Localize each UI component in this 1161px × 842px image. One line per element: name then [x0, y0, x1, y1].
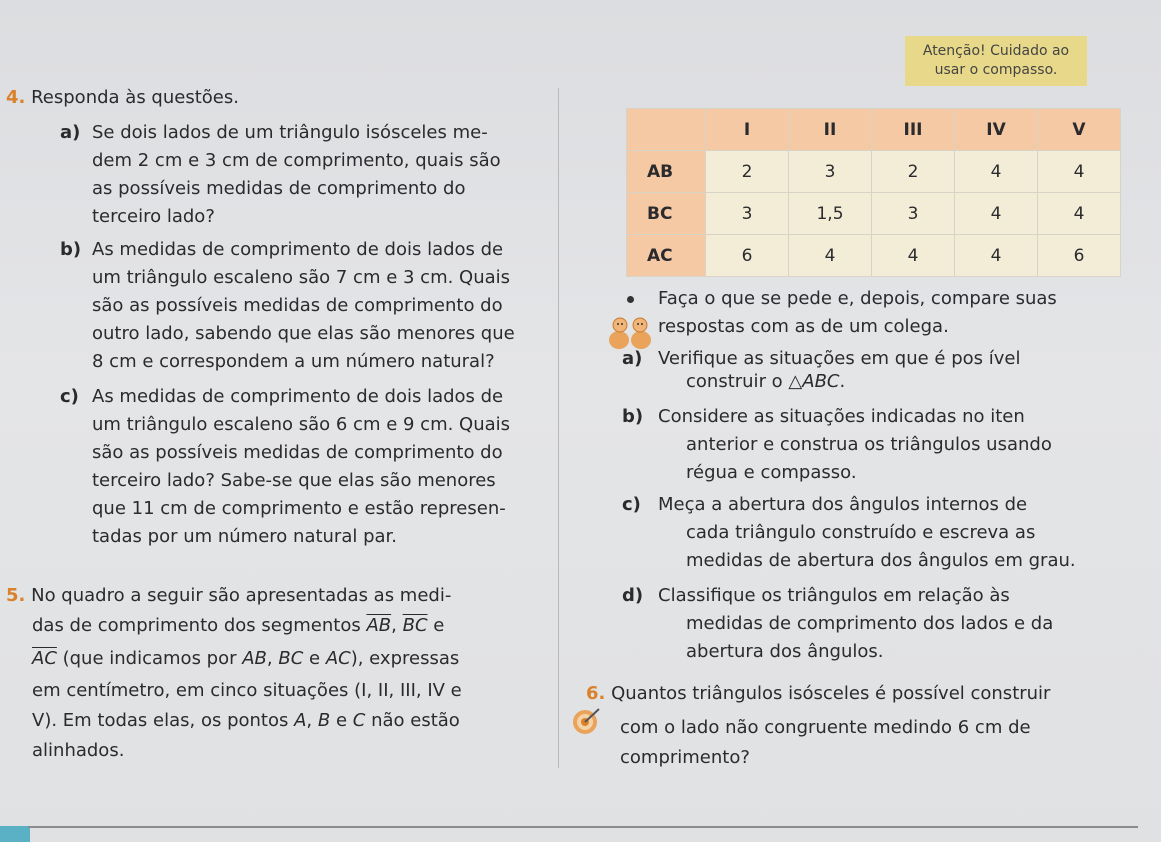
q6-line-1	[586, 680, 1050, 708]
q5-text-3a: (que indicamos por	[56, 648, 243, 669]
row-header: AC	[627, 235, 706, 277]
warning-callout	[905, 36, 1087, 86]
page-edge-mark	[0, 826, 30, 842]
q6-line-2: com o lado não congruente medindo 6 cm de	[620, 717, 1031, 738]
instr-line-2: respostas com as de um colega.	[658, 316, 949, 337]
target-icon	[570, 706, 602, 736]
q4a-line-3: as possíveis medidas de comprimento do	[92, 178, 466, 199]
q4c-line-3: são as possíveis medidas de comprimento do	[92, 442, 503, 463]
q4c-line-1: As medidas de comprimento de dois lados de	[92, 386, 504, 407]
instr-a-line-2	[686, 368, 845, 396]
col-header: V	[1038, 109, 1121, 151]
q5-text-3b: ), expressas	[350, 648, 460, 669]
q4a-line-2: dem 2 cm e 3 cm de comprimento, quais são	[92, 150, 501, 171]
table-cell: 2	[872, 151, 955, 193]
table-cell: 3	[789, 151, 872, 193]
question-5-number: 5.	[6, 585, 26, 606]
row-header: BC	[627, 193, 706, 235]
instr-a-text: construir o	[686, 371, 789, 392]
q4b-line-3: são as possíveis medidas de comprimento do	[92, 295, 503, 316]
table-corner	[627, 109, 706, 151]
q4a-line-1: Se dois lados de um triângulo isósceles me-	[92, 122, 488, 143]
q5-ab: AB	[242, 648, 267, 669]
q5-sep1: ,	[266, 648, 279, 669]
instr-d-line-3: abertura dos ângulos.	[686, 641, 884, 662]
table-cell: 6	[1038, 235, 1121, 277]
instr-c-line-3: medidas de abertura dos ângulos em grau.	[686, 550, 1076, 571]
table-header-row	[627, 109, 1121, 151]
table-row	[627, 151, 1121, 193]
table-cell: 6	[706, 235, 789, 277]
q5-line-4: em centímetro, em cinco situações (I, II, III, IV e	[32, 680, 462, 701]
q5-line-3	[32, 645, 459, 673]
q4a-label: a)	[60, 122, 81, 143]
q4c-line-5: que 11 cm de comprimento e estão represen-	[92, 498, 506, 519]
q4c-line-6: tadas por um número natural par.	[92, 526, 398, 547]
table-cell: 3	[872, 193, 955, 235]
table-cell: 4	[955, 235, 1038, 277]
bottom-rule	[28, 826, 1138, 828]
column-divider	[558, 88, 559, 768]
instr-b-line-1: Considere as situações indicadas no iten	[658, 406, 1025, 427]
q5-line-5	[32, 707, 460, 735]
table-cell: 4	[1038, 151, 1121, 193]
segment-ac: $\overline{AC}$	[32, 648, 57, 669]
q5-line-6: alinhados.	[32, 740, 125, 761]
q6-line-3: comprimento?	[620, 747, 750, 768]
table-row	[627, 235, 1121, 277]
q5-ac: AC	[325, 648, 351, 669]
point-b: B	[317, 710, 331, 731]
table-cell: 4	[955, 193, 1038, 235]
triangle-abc: ABC	[802, 371, 840, 392]
instr-c-line-1: Meça a abertura dos ângulos internos de	[658, 494, 1028, 515]
q4a-line-4: terceiro lado?	[92, 206, 215, 227]
segments-table	[626, 108, 1121, 277]
instr-b-line-2: anterior e construa os triângulos usando	[686, 434, 1052, 455]
question-6-number: 6.	[586, 683, 606, 704]
table-cell: 2	[706, 151, 789, 193]
q4c-line-2: um triângulo escaleno são 6 cm e 9 cm. Quais	[92, 414, 511, 435]
q4b-label: b)	[60, 239, 82, 260]
instr-d-label: d)	[622, 585, 644, 606]
question-4-number: 4.	[6, 87, 26, 108]
instr-b-label: b)	[622, 406, 644, 427]
q5-line-1	[6, 582, 451, 610]
instr-a-label: a)	[622, 348, 643, 369]
q5-text-5a: V). Em todas elas, os pontos	[32, 710, 295, 731]
instr-c-line-2: cada triângulo construído e escreva as	[686, 522, 1036, 543]
col-header: IV	[955, 109, 1038, 151]
row-header: AB	[627, 151, 706, 193]
q4b-line-4: outro lado, sabendo que elas são menores que	[92, 323, 515, 344]
question-4-text: Responda às questões.	[31, 87, 239, 108]
instr-line-1: Faça o que se pede e, depois, compare suas	[658, 288, 1057, 309]
q5-bc: BC	[278, 648, 304, 669]
segment-ab: $\overline{AB}$	[366, 615, 392, 636]
point-c: C	[352, 710, 366, 731]
point-a: A	[294, 710, 307, 731]
instr-d-line-1: Classifique os triângulos em relação às	[658, 585, 1010, 606]
segment-bc: $\overline{BC}$	[402, 615, 428, 636]
table-cell: 3	[706, 193, 789, 235]
bullet-icon	[627, 296, 634, 303]
instr-c-label: c)	[622, 494, 641, 515]
question-4-title	[6, 84, 239, 112]
q5-text-1: No quadro a seguir são apresentadas as medi-	[31, 585, 452, 606]
callout-line-1: Atenção! Cuidado ao	[922, 43, 1070, 59]
table-cell: 4	[872, 235, 955, 277]
q5-sep2: e	[303, 648, 326, 669]
q6-text-1: Quantos triângulos isósceles é possível construir	[611, 683, 1051, 704]
table-cell: 4	[1038, 193, 1121, 235]
instr-b-line-3: régua e compasso.	[686, 462, 857, 483]
q4b-line-2: um triângulo escaleno são 7 cm e 3 cm. Quais	[92, 267, 511, 288]
q4c-label: c)	[60, 386, 79, 407]
q5-comma: ,	[391, 615, 403, 636]
table-cell: 1,5	[789, 193, 872, 235]
instr-a-line-1: Verifique as situações em que é pos ível	[658, 348, 1021, 369]
q5-s1: ,	[306, 710, 318, 731]
q5-line-2	[32, 612, 444, 640]
table-cell: 4	[789, 235, 872, 277]
col-header: II	[789, 109, 872, 151]
q4b-line-1: As medidas de comprimento de dois lados de	[92, 239, 504, 260]
q4c-line-4: terceiro lado? Sabe-se que elas são menores	[92, 470, 496, 491]
col-header: I	[706, 109, 789, 151]
q5-text-5b: não estão	[365, 710, 460, 731]
instr-d-line-2: medidas de comprimento dos lados e da	[686, 613, 1054, 634]
q5-s2: e	[330, 710, 353, 731]
instr-a-period: .	[839, 371, 846, 392]
q5-text-2b: e	[427, 615, 445, 636]
col-header: III	[872, 109, 955, 151]
callout-line-2: usar o compasso.	[934, 62, 1058, 78]
table-cell: 4	[955, 151, 1038, 193]
q5-text-2: das de comprimento dos segmentos	[32, 615, 367, 636]
table-row	[627, 193, 1121, 235]
triangle-symbol: △	[788, 371, 803, 392]
q4b-line-5: 8 cm e correspondem a um número natural?	[92, 351, 495, 372]
